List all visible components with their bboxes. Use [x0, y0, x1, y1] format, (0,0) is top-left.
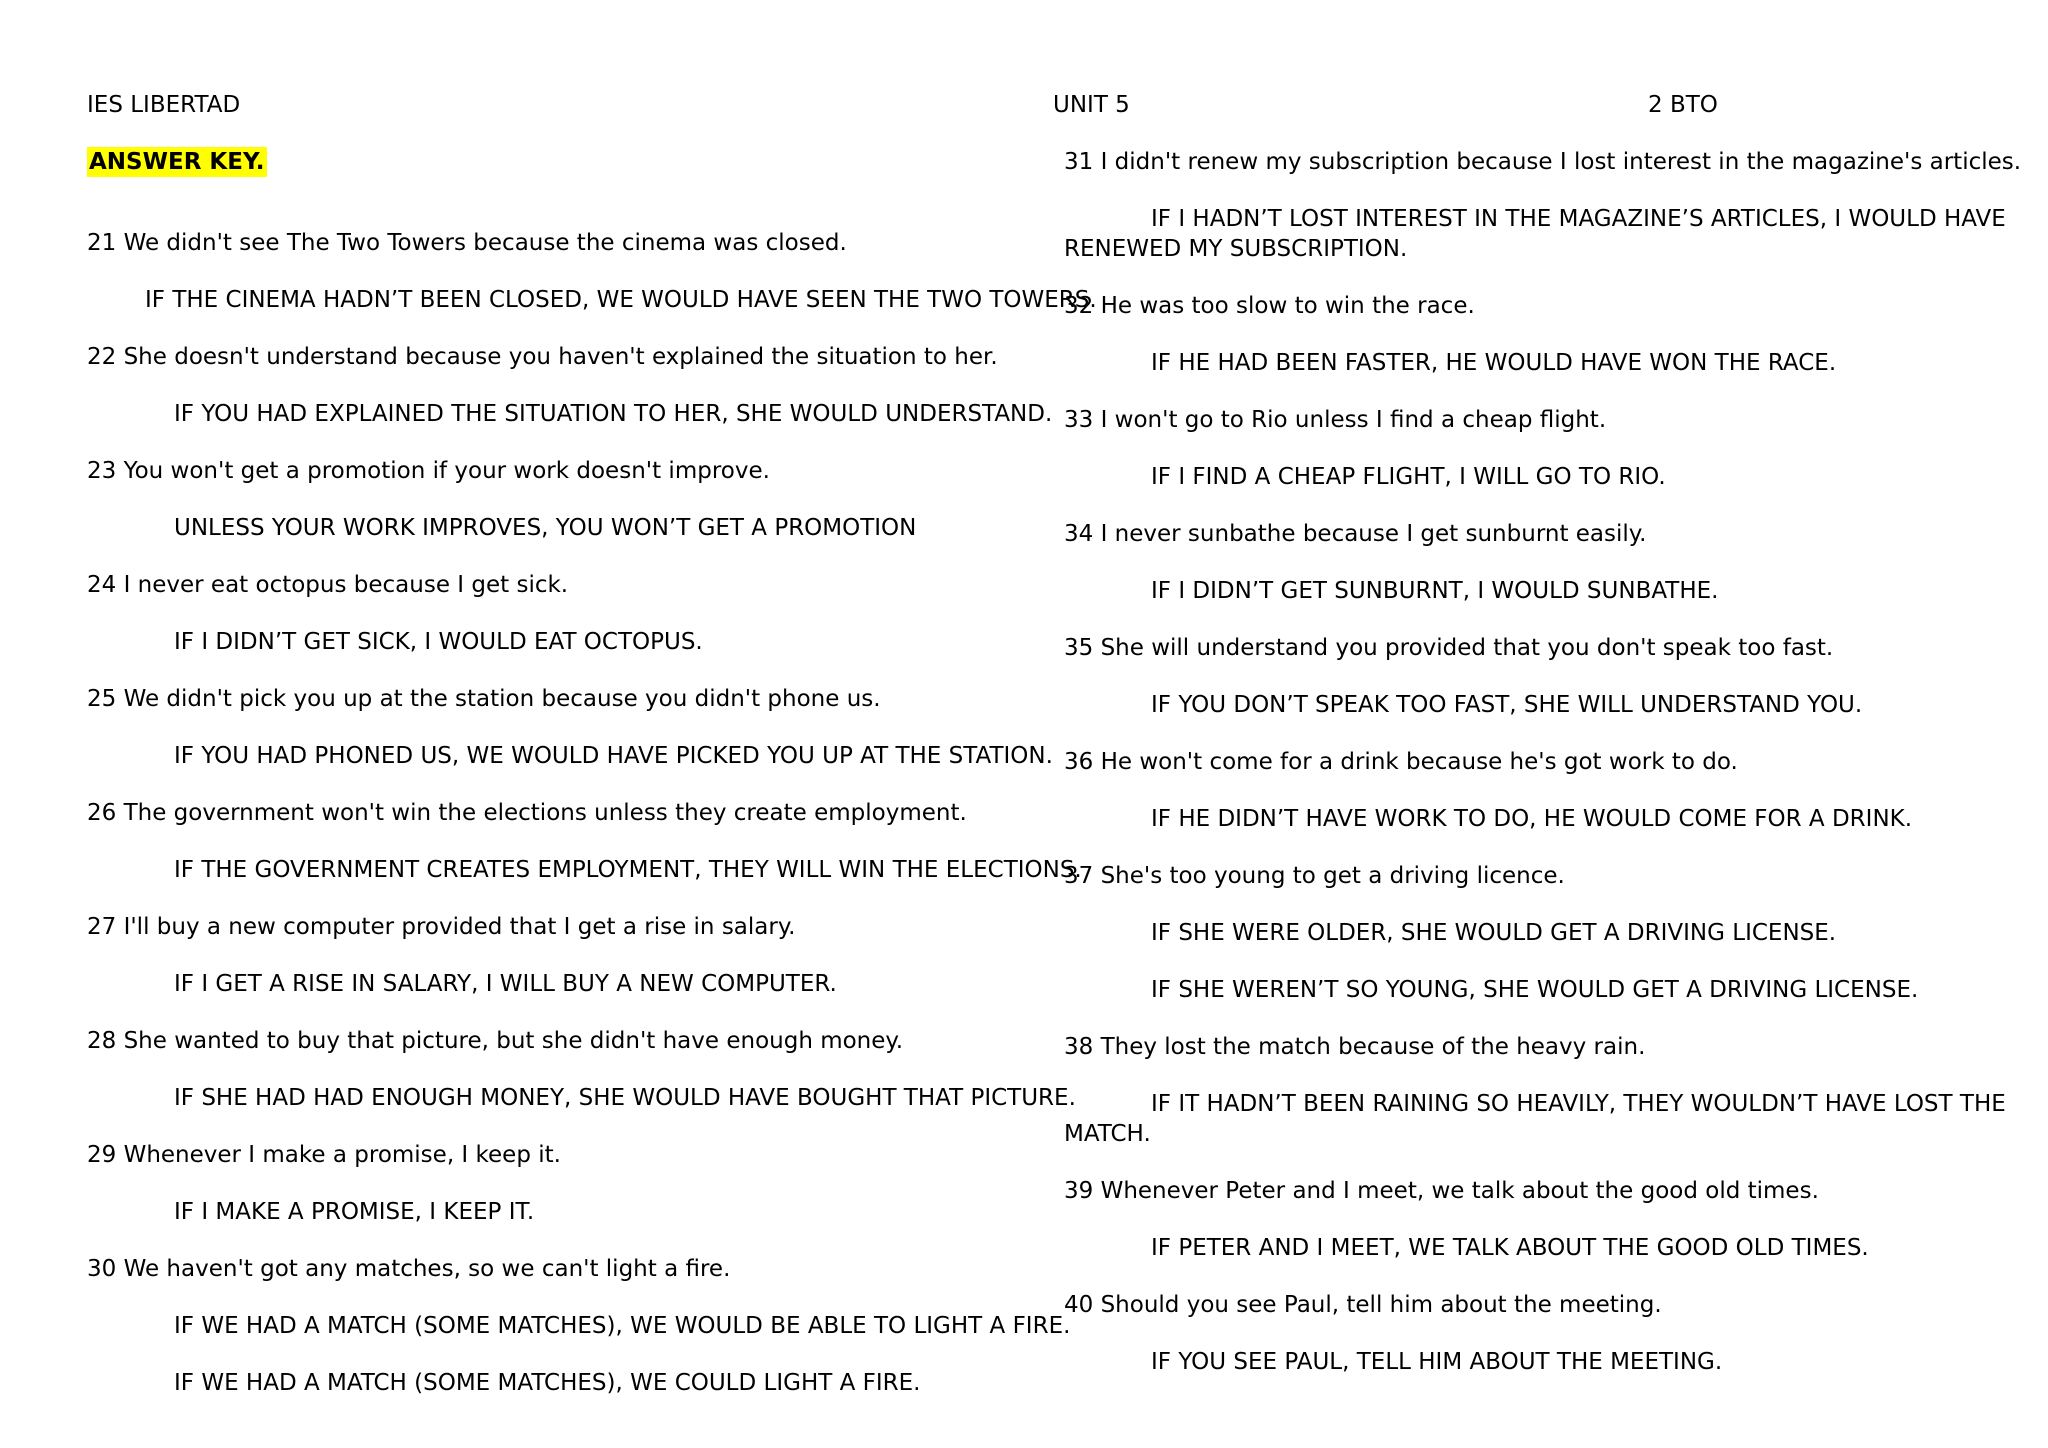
answer-37a: IF SHE WERE OLDER, SHE WOULD GET A DRIVING LICENSE. [1151, 920, 1837, 946]
answer-37b: IF SHE WEREN’T SO YOUNG, SHE WOULD GET A DRIVING LICENSE. [1151, 977, 1919, 1003]
left-column [87, 147, 1097, 1425]
answer-25: IF YOU HAD PHONED US, WE WOULD HAVE PICKED YOU UP AT THE STATION. [174, 743, 1053, 769]
answer-30b: IF WE HAD A MATCH (SOME MATCHES), WE COULD LIGHT A FIRE. [174, 1370, 921, 1396]
answer-35: IF YOU DON’T SPEAK TOO FAST, SHE WILL UNDERSTAND YOU. [1151, 692, 1863, 718]
question-29: 29 Whenever I make a promise, I keep it. [87, 1142, 561, 1168]
question-21: 21 We didn't see The Two Towers because the cinema was closed. [87, 230, 847, 256]
answer-40: IF YOU SEE PAUL, TELL HIM ABOUT THE MEETING. [1151, 1349, 1723, 1375]
question-30: 30 We haven't got any matches, so we can't light a fire. [87, 1256, 731, 1282]
answer-28: IF SHE HAD HAD ENOUGH MONEY, SHE WOULD HAVE BOUGHT THAT PICTURE. [174, 1085, 1076, 1111]
question-35: 35 She will understand you provided that you don't speak too fast. [1064, 635, 1834, 661]
answer-29: IF I MAKE A PROMISE, I KEEP IT. [174, 1199, 535, 1225]
answer-33: IF I FIND A CHEAP FLIGHT, I WILL GO TO RIO. [1151, 464, 1666, 490]
answer-24: IF I DIDN’T GET SICK, I WOULD EAT OCTOPUS. [174, 629, 703, 655]
answer-32: IF HE HAD BEEN FASTER, HE WOULD HAVE WON THE RACE. [1151, 350, 1837, 376]
answer-30a: IF WE HAD A MATCH (SOME MATCHES), WE WOULD BE ABLE TO LIGHT A FIRE. [174, 1313, 1071, 1339]
question-27: 27 I'll buy a new computer provided that I get a rise in salary. [87, 914, 796, 940]
answer-38: IF IT HADN’T BEEN RAINING SO HEAVILY, THEY WOULDN’T HAVE LOST THE MATCH. [1064, 1091, 2006, 1147]
question-23: 23 You won't get a promotion if your work doesn't improve. [87, 458, 770, 484]
header-unit: UNIT 5 [1053, 92, 1130, 118]
question-24: 24 I never eat octopus because I get sick. [87, 572, 569, 598]
question-33: 33 I won't go to Rio unless I find a cheap flight. [1064, 407, 1607, 433]
question-26: 26 The government won't win the elections unless they create employment. [87, 800, 967, 826]
question-34: 34 I never sunbathe because I get sunburnt easily. [1064, 521, 1647, 547]
question-37: 37 She's too young to get a driving licence. [1064, 863, 1565, 889]
question-40: 40 Should you see Paul, tell him about the meeting. [1064, 1292, 1662, 1318]
answer-36: IF HE DIDN’T HAVE WORK TO DO, HE WOULD COME FOR A DRINK. [1151, 806, 1913, 832]
question-22: 22 She doesn't understand because you haven't explained the situation to her. [87, 344, 998, 370]
answer-39: IF PETER AND I MEET, WE TALK ABOUT THE GOOD OLD TIMES. [1151, 1235, 1869, 1261]
header-school: IES LIBERTAD [87, 92, 241, 118]
question-28: 28 She wanted to buy that picture, but she didn't have enough money. [87, 1028, 904, 1054]
answer-22: IF YOU HAD EXPLAINED THE SITUATION TO HER, SHE WOULD UNDERSTAND. [174, 401, 1053, 427]
question-36: 36 He won't come for a drink because he's got work to do. [1064, 749, 1738, 775]
answer-23: UNLESS YOUR WORK IMPROVES, YOU WON’T GET A PROMOTION [174, 515, 917, 541]
right-column [1064, 147, 2022, 1404]
answer-34: IF I DIDN’T GET SUNBURNT, I WOULD SUNBATHE. [1151, 578, 1719, 604]
header-level: 2 BTO [1648, 92, 1718, 118]
question-39: 39 Whenever Peter and I meet, we talk about the good old times. [1064, 1178, 1819, 1204]
question-25: 25 We didn't pick you up at the station because you didn't phone us. [87, 686, 881, 712]
answer-26: IF THE GOVERNMENT CREATES EMPLOYMENT, THEY WILL WIN THE ELECTIONS. [174, 857, 1082, 883]
answer-key-title: ANSWER KEY. [89, 149, 265, 175]
answer-27: IF I GET A RISE IN SALARY, I WILL BUY A NEW COMPUTER. [174, 971, 837, 997]
answer-31: IF I HADN’T LOST INTEREST IN THE MAGAZINE’S ARTICLES, I WOULD HAVE RENEWED MY SUBSCRIPTION. [1064, 206, 2006, 262]
question-38: 38 They lost the match because of the heavy rain. [1064, 1034, 1646, 1060]
question-31: 31 I didn't renew my subscription because I lost interest in the magazine's articles. [1064, 149, 2022, 175]
answer-21: IF THE CINEMA HADN’T BEEN CLOSED, WE WOULD HAVE SEEN THE TWO TOWERS. [145, 287, 1097, 313]
question-32: 32 He was too slow to win the race. [1064, 293, 1475, 319]
